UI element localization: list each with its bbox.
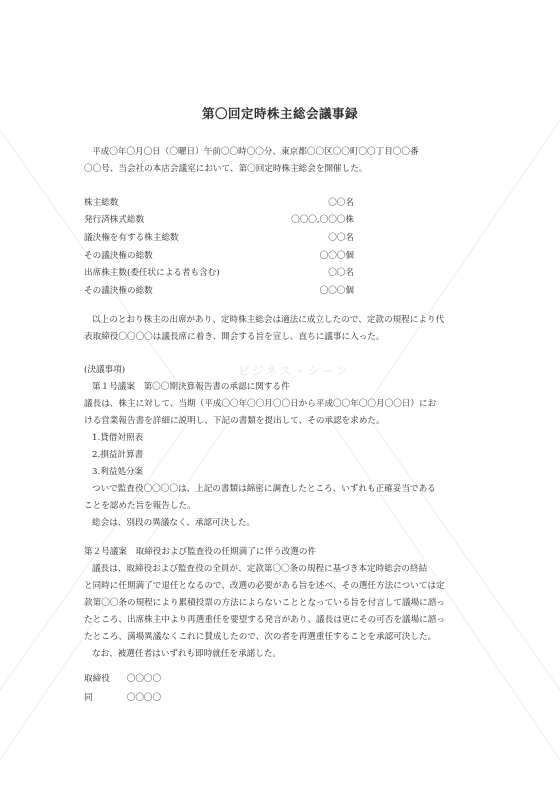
item1-heading: 第１号議案 第〇〇期決算報告書の承認に関する件 — [92, 382, 290, 392]
intro-line: 平成〇年〇月〇日（〇曜日）午前〇〇時〇〇分、東京都〇〇区〇〇町〇〇丁目〇〇番 — [92, 147, 419, 157]
quorum-line: 表取締役〇〇〇〇は議長席に着き、開会する旨を宣し、直ちに議事に入った。 — [84, 332, 385, 342]
resolutions-section — [84, 362, 494, 532]
intro-line: 〇〇号、当会社の本店会議室において、第〇回定時株主総会を開催した。 — [84, 164, 368, 174]
stat-value: 〇〇名 — [328, 232, 354, 243]
stat-row — [84, 281, 354, 299]
item2-body-line: なお、被選任者はいずれも即時就任を承諾した。 — [92, 649, 282, 659]
item1-after-line: ついで監査役〇〇〇〇は、上記の書類は綿密に調査したところ、いずれも正確妥当である — [92, 484, 436, 494]
item1-body-line: 議長は、株主に対して、当期（平成〇〇年〇〇月〇〇日から平成〇〇年〇〇月〇〇日）にお — [84, 399, 437, 409]
stat-value: 〇〇〇,〇〇〇株 — [291, 215, 354, 226]
stat-value: 〇〇名 — [328, 268, 354, 279]
item2-body-line: たところ、出席株主中より再選重任を要望する発言があり、議長は更にその可否を議場に諮っ — [84, 615, 445, 625]
item2-body-line: と同時に任期満了で退任となるので、改選の必要がある旨を述べ、その選任方法については定 — [84, 581, 445, 591]
watermark-text: ビジネス・シーン — [238, 364, 350, 378]
item1-body-line: ける営業報告書を詳細に説明し、下記の書類を提出して、その承認を求めた。 — [84, 416, 385, 426]
stat-row — [84, 246, 354, 264]
officer-role: 同 — [84, 693, 93, 703]
stat-label: 発行済株式総数 — [84, 215, 145, 226]
stat-value: 〇〇〇個 — [319, 285, 354, 296]
stat-label: 議決権を有する株主総数 — [84, 232, 179, 243]
stat-label: その議決権の総数 — [84, 285, 153, 296]
officer-name: 〇〇〇〇 — [126, 693, 162, 703]
stat-row — [84, 211, 354, 229]
item1-list-item: 1.貸借対照表 — [92, 433, 144, 443]
quorum-paragraph — [84, 312, 494, 346]
stat-label: その議決権の総数 — [84, 250, 153, 261]
attendance-stats — [84, 193, 354, 299]
officer-row — [84, 691, 161, 703]
intro-paragraph — [84, 144, 494, 178]
item2-body-line: 議長は、取締役および監査役の全員が、定款第〇〇条の規程に基づき本定時総会の終結 — [92, 564, 428, 574]
item2-section — [84, 544, 494, 663]
stat-row — [84, 263, 354, 281]
stat-label: 出席株主数(委任状による者も含む) — [84, 268, 220, 279]
stat-value: 〇〇〇個 — [319, 250, 354, 261]
officer-role: 取締役 — [84, 674, 110, 684]
item1-list-item: 3.利益処分案 — [92, 467, 144, 477]
stat-row — [84, 193, 354, 211]
item1-list-item: 2.損益計算書 — [92, 450, 144, 460]
stat-label: 株主総数 — [84, 197, 119, 208]
item2-body-line: たところ、満場異議なくこれに賛成したので、次の者を再選重任することを承認可決した。 — [84, 632, 437, 642]
item1-after-line: 総会は、別段の異議なく、承認可決した。 — [92, 518, 256, 528]
item2-body-line: 款第〇〇条の規程により累積投票の方法によらないこととなっている旨を付言して議場に諮っ — [84, 598, 445, 608]
officer-name: 〇〇〇〇 — [126, 674, 162, 684]
quorum-line: 以上のとおり株主の出席があり、定時株主総会は適法に成立したので、定款の規程により代 — [92, 315, 445, 325]
resolutions-heading: (決議事項) — [84, 365, 126, 375]
officer-row — [84, 672, 161, 684]
document-title: 第〇回定時株主総会議事録 — [201, 106, 358, 121]
item2-heading: 第２号議案 取締役および監査役の任期満了に伴う改選の件 — [84, 547, 317, 557]
item1-after-line: ことを認めた旨を報告した。 — [84, 501, 196, 511]
stat-value: 〇〇名 — [328, 197, 354, 208]
stat-row — [84, 228, 354, 246]
